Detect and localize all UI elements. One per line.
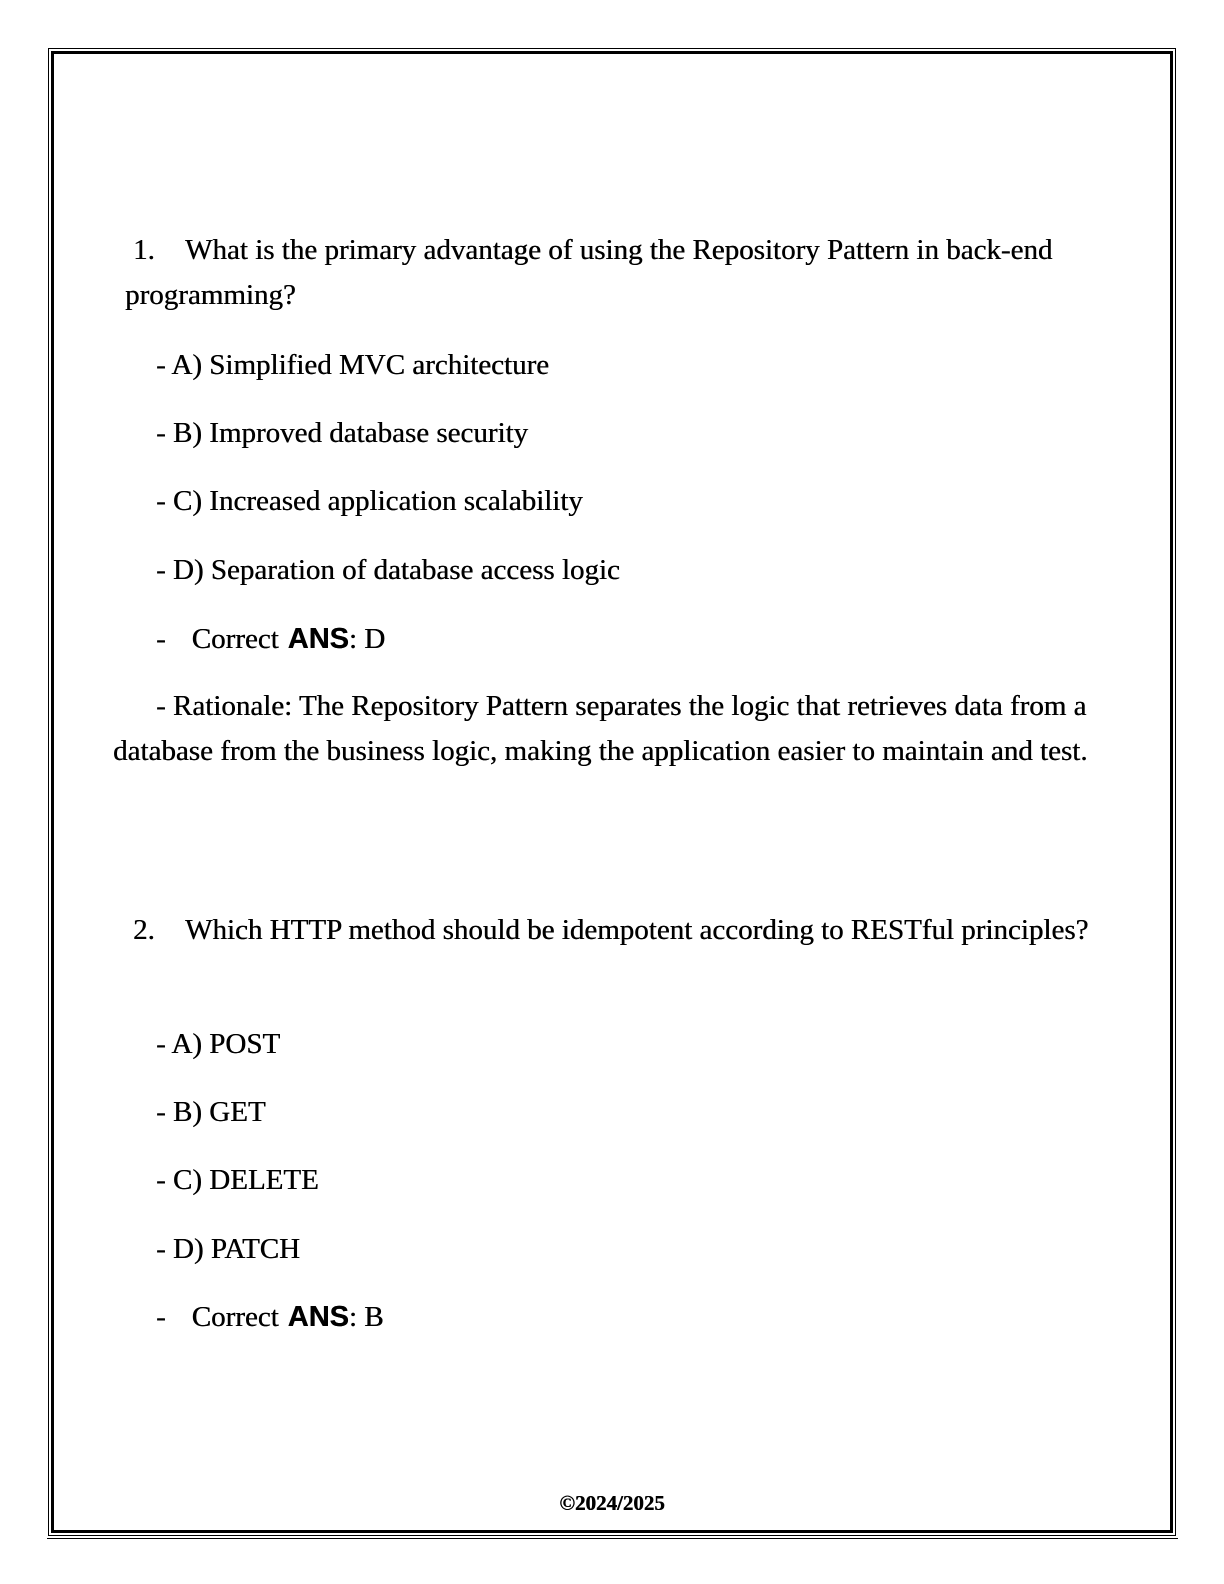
question-1-text: What is the primary advantage of using the Repository Pattern in back-end programming? [125,234,1053,311]
answer-value: : B [348,1301,384,1333]
ans-label: ANS [287,1301,349,1333]
question-2-option-c: - C) DELETE [156,1164,319,1196]
question-2-option-d: - D) PATCH [156,1233,300,1265]
question-2-text: Which HTTP method should be idempotent according to RESTful principles? [185,914,1089,946]
question-1-option-a: - A) Simplified MVC architecture [156,349,550,381]
page-footer [48,1493,1176,1514]
correct-label: Correct [191,623,279,655]
question-1 [125,228,1100,318]
question-1-rationale: - Rationale: The Repository Pattern separates the logic that retrieves data from a database from the business logic, making the application easier to maintain and test. [113,690,1088,767]
question-2 [125,908,1100,953]
copyright-text: ©2024/2025 [559,1491,665,1515]
question-1-option-c: - C) Increased application scalability [156,485,583,517]
question-2-option-a: - A) POST [156,1028,281,1060]
question-2-option-b: - B) GET [156,1096,266,1128]
correct-label: Correct [191,1301,279,1333]
question-1-number: 1. [133,234,155,266]
answer-dash: - [156,1301,166,1333]
answer-value: : D [348,623,386,655]
page-border-shadow-line [47,1538,1178,1539]
answer-dash: - [156,623,166,655]
question-2-answer [156,1295,384,1340]
question-1-answer [156,617,385,662]
question-1-option-b: - B) Improved database security [156,417,529,449]
ans-label: ANS [287,623,349,655]
question-2-number: 2. [133,914,155,946]
question-1-option-d: - D) Separation of database access logic [156,554,620,586]
